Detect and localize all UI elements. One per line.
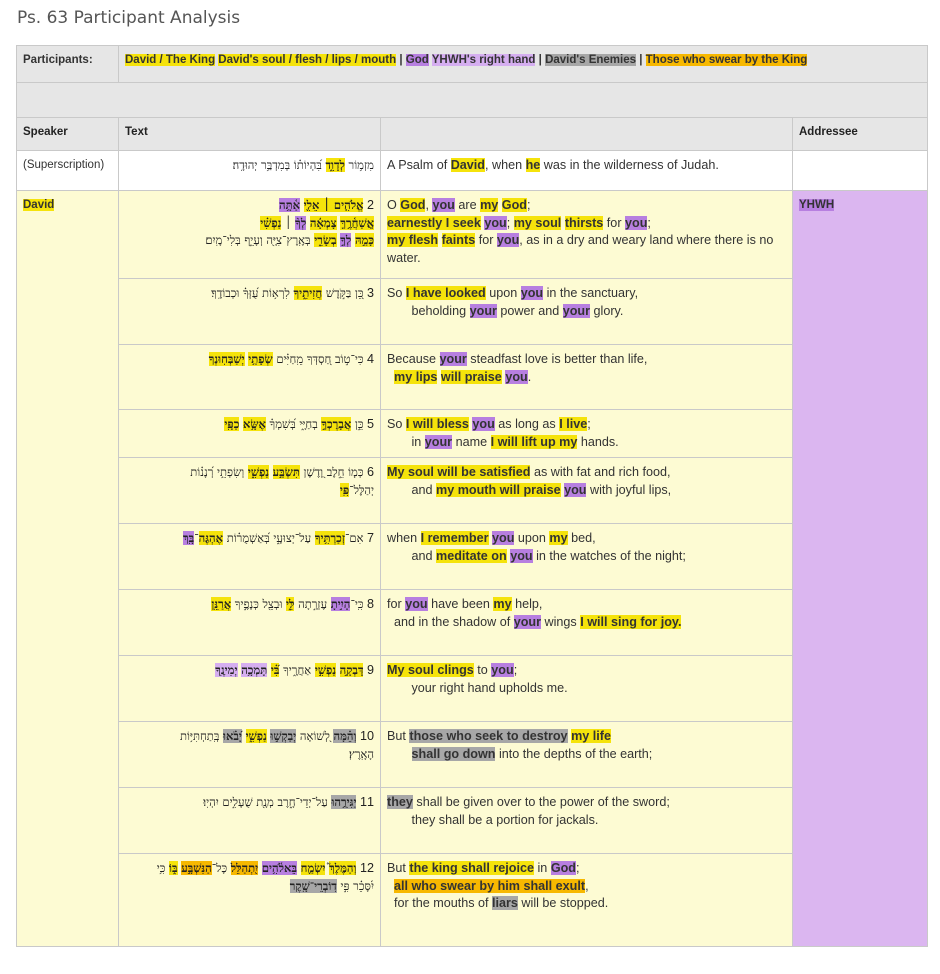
text-run: אֶהְגֶּה [198,531,224,545]
hebrew-cell [119,590,381,656]
text-run: לִּ֑י [286,597,295,611]
text-run: I remember [420,531,489,545]
text-run: בֵּאלֹ֫הִ֥ים [261,861,297,875]
text-run: צָמְאָ֬ה [309,215,337,230]
text-run: glory. [590,303,624,318]
text-run: shall be given over to the power of the sword; [412,795,670,809]
text-run: ; [576,861,580,875]
hebrew-cell [119,854,381,947]
english-cell [381,656,793,722]
text-run: you [505,369,528,384]
english-text: he [525,158,541,172]
text-run: לְךָ֣ [340,233,352,247]
text-run: דָּבְקָ֣ה [339,663,364,677]
text-run: זְכַרְתִּ֥יךָ [314,531,345,545]
verse-number: 5 [363,417,374,431]
text-run: for the mouths of [387,896,492,910]
text-run: you [625,215,648,230]
text-run: earnestly I seek [387,215,481,230]
text-run: ־ [194,531,199,545]
text-run: ׀ [281,215,296,230]
verse-row [17,279,928,345]
text-run: לְךָ֨ [295,215,307,230]
text-run: God [550,861,576,875]
text-run: God [501,198,527,212]
text-run: my flesh [387,233,439,247]
text-run: you [432,198,455,212]
text-run: יִ֝סָּכֵ֗ר פִּ֣י [336,878,374,893]
legend-soul: David's soul / flesh / lips / mouth [218,54,397,66]
text-run: my lips [394,369,438,384]
hebrew-cell [119,458,381,524]
text-run: ; [513,663,518,677]
english-text: , when [485,158,526,172]
verse-number: 6 [363,465,374,479]
english-cell [381,722,793,788]
verse-number: 11 [356,795,374,809]
text-run: you [496,233,520,247]
english-text: was in the wilderness of Judah. [540,158,719,172]
hebrew-text: מִזְמ֥וֹר [344,158,374,172]
text-run: and in the shadow of [387,614,514,629]
text-run: אֲבָרֶכְךָ֣ [321,417,352,431]
text-run: you [491,663,514,677]
verse-row [17,345,928,410]
verse-number: 3 [363,286,374,300]
hebrew-cell [119,410,381,458]
text-run: My soul clings [387,663,474,677]
text-run: bed, [567,531,596,545]
text-run: in [534,861,551,875]
text-run: יִ֭תְהַלֵּל [230,861,259,875]
hebrew-text: בִּ֝הְיוֹת֗וֹ בְּמִדְבַּ֥ר יְהוּדָֽה׃ [232,158,326,172]
hebrew-cell [119,191,381,279]
text-run: my [493,597,512,611]
verse-row [17,410,928,458]
text-run: בּ֑וֹ [169,861,178,875]
text-run: you [484,215,507,230]
page-title: Ps. 63 Participant Analysis [17,8,241,28]
text-run: אַ֫תָּ֥ה [278,198,300,212]
text-run: and [387,548,437,563]
text-run: יִשְׂמַ֪ח [300,861,326,875]
legend-swearers: Those who swear by the King [645,54,808,66]
superscription-hebrew [119,151,381,191]
text-run: עַל־יְצוּעָ֑י בְּ֝אַשְׁמֻר֗וֹת [223,531,315,545]
text-run: when [387,531,421,545]
participants-label: Participants: [17,46,119,83]
text-run: Because [387,352,440,366]
text-run: כָּל־ [211,861,231,875]
text-run: in [387,434,425,449]
english-cell [381,524,793,590]
text-run: beholding [387,303,470,318]
text-run: they shall be a portion for jackals. [387,812,599,827]
text-run: liars [492,896,518,910]
text-run: תָּמְכָ֥ה [241,663,268,677]
text-run: עַל־יְדֵי־חָ֑רֶב מְנָ֖ת שֻׁעָלִ֣ים יִהְיֽוּ׃ [203,795,332,809]
participant-table [16,45,928,947]
text-run: פִּֽי [339,482,350,497]
legend-separator: | [538,54,542,66]
text-run: thirsts [564,215,604,230]
text-run: My soul will be satisfied [387,465,531,479]
text-run: will be stopped. [517,896,609,910]
text-run: So [387,286,406,300]
text-run: upon [485,286,521,300]
text-run: כִּֽי־ [350,597,364,611]
text-run: , [585,878,589,893]
text-run: יָ֝בֹ֗אוּ [223,729,242,743]
english-cell [381,788,793,854]
superscription-addressee [793,151,928,191]
header-addressee: Addressee [793,118,928,151]
text-run: meditate on [436,548,507,563]
speaker-cell [17,191,119,947]
text-run: כַפָּֽי [224,417,240,431]
text-run: אֵלִ֪י [303,198,320,212]
text-run: וְהַמֶּלֶךְ֮ [329,861,357,875]
legend-right-hand: YHWH's right hand [431,54,536,66]
text-run: ; [526,198,531,212]
english-cell [381,590,793,656]
text-run: your [513,614,542,629]
blank-row [17,83,928,118]
text-run: God [400,198,426,212]
header-text: Text [119,118,381,151]
verse-number: 2 [363,198,374,212]
header-row [17,118,928,151]
text-run: נַפְשִׁ֣י [314,663,336,677]
text-run: power and [496,303,563,318]
legend-enemies: David's Enemies [545,54,637,66]
text-run [387,879,394,893]
text-run: and [387,482,437,497]
verse-number: 10 [356,729,374,743]
header-speaker: Speaker [17,118,119,151]
text-run: ; [587,417,591,431]
verse-row [17,788,928,854]
text-run: in the sanctuary, [543,286,639,300]
text-run: steadfast love is better than life, [466,352,648,366]
addressee-cell [793,191,928,947]
text-run: בְחַיָּ֑י בְּ֝שִׁמְךָ֗ [265,417,322,431]
text-run: נַפְשִׁ֑י [247,465,269,479]
text-run: בָּֽךְ [183,531,195,545]
text-run: But [387,861,410,875]
text-run: I have looked [405,286,486,300]
header-blank [381,118,793,151]
text-run: שְׂפָתַ֥י [248,352,273,366]
participants-legend [119,46,928,83]
text-run: wings [541,614,581,629]
verse-row [17,854,928,947]
text-run: , [425,198,433,212]
english-text: David [450,158,485,172]
participants-row [17,46,928,83]
text-run: they [387,795,413,809]
text-run: יְבַקְשׁ֣וּ [270,729,297,743]
text-run: בִּ֝֗י [270,663,280,677]
text-run: faints [441,233,476,247]
text-run: O [387,198,401,212]
text-run: I live [559,417,588,431]
text-run [387,370,394,384]
text-run: you [472,417,495,431]
text-run: all who swear by him shall exult [394,878,586,893]
verse-row [17,458,928,524]
text-run: אֱלֹהִ֤ים ׀ [319,198,364,212]
superscription-english [381,151,793,191]
text-run: for [387,597,406,611]
text-run: my mouth will praise [436,482,561,497]
text-run: But [387,729,410,743]
text-run: your [562,303,591,318]
verse-number: 4 [363,352,374,366]
text-run: . [527,369,532,384]
text-run: your [469,303,497,318]
text-run: you [564,482,587,497]
text-run: יְהַלֶּל־ [349,482,374,497]
verse-number: 7 [363,531,374,545]
text-run: כִּי־ט֣וֹב חַ֭סְדְּךָ מֵֽחַיִּ֗ים [272,352,364,366]
text-run: you [492,531,515,545]
text-run: לְ֭שׁוֹאָה [296,729,334,743]
text-run: help, [511,597,543,611]
text-run: you [510,548,533,563]
text-run: ; [506,215,514,230]
text-run: וְהֵ֗מָּה [333,729,357,743]
verse-row [17,524,928,590]
text-run: those who seek to destroy [409,729,568,743]
verse-row [17,722,928,788]
text-run: my [480,198,499,212]
legend-separator: | [639,54,643,66]
text-run: you [520,286,544,300]
text-run: אֲרַנֵּֽן [211,597,232,611]
superscription-speaker: (Superscription) [17,151,119,191]
text-run [387,747,412,761]
english-cell [381,458,793,524]
text-run: אֲֽשַׁחֲ֫רֶ֥ךָּ [340,215,374,230]
text-run: are [454,198,481,212]
text-run: כְּמ֤וֹ חֵ֣לֶב וָ֭דֶשֶׁן [299,465,364,479]
text-run: my [549,531,568,545]
hebrew-cell [119,279,381,345]
text-run: your [424,434,453,449]
text-run: your right hand upholds me. [387,680,568,695]
verse-body [17,191,928,947]
text-run: וּבְצֵ֖ל כְּנָפֶ֣יךָ [231,597,287,611]
hebrew-cell [119,345,381,410]
verse-row [17,590,928,656]
text-run: דֽוֹבְרֵי־שָֽׁקֶר [289,878,337,893]
text-run: ; [647,215,651,230]
english-cell [381,279,793,345]
hebrew-cell [119,656,381,722]
text-run: אִם־ [345,531,364,545]
legend-david: David / The King [125,54,216,66]
text-run: כֵּ֣ן [351,417,364,431]
hebrew-text: לְדָוִ֑ד [325,158,345,172]
text-run: נַפְשִׁ֗י [260,215,282,230]
hebrew-cell [119,788,381,854]
text-run: חֲזִיתִ֑יךָ [293,286,323,300]
text-run: in the watches of the night; [532,548,686,563]
english-cell [381,410,793,458]
superscription-row [17,151,928,191]
english-cell [381,191,793,279]
addressee-label: YHWH [799,199,835,211]
text-run: your [439,352,467,366]
text-run: כִּ֥י [156,861,170,875]
verse-row [17,191,928,279]
text-run: עֶזְרָ֣תָה [294,597,331,611]
text-run: have been [427,597,494,611]
text-run: for [603,215,626,230]
text-run: תִּשְׂבַּ֣ע [272,465,300,479]
legend-separator: | [399,54,403,66]
text-run: as long as [494,417,560,431]
text-run: הַנִּשְׁבָּ֣ע [181,861,212,875]
text-run: I will bless [405,417,469,431]
english-text: A Psalm of [387,158,451,172]
text-run: , as in a dry and weary land where there is no water. [387,233,774,265]
text-run: אַחֲרֶ֑יךָ [279,663,315,677]
text-run: my soul [513,215,562,230]
text-run: וְשִׂפְתֵ֥י רְ֝נָנ֗וֹת [190,465,248,479]
text-run: with joyful lips, [586,482,672,497]
text-run: upon [514,531,550,545]
text-run: as with fat and rich food, [530,465,671,479]
verse-number: 12 [356,861,374,875]
text-run: נַפְשִׁ֑י [245,729,267,743]
text-run: name [452,434,491,449]
verse-number: 9 [363,663,374,677]
legend-god: God [405,54,429,66]
text-run: יְמִינֶֽךָ [215,663,238,677]
text-run: shall go down [411,746,496,761]
speaker-label: David [23,199,55,211]
text-run: יְשַׁבְּחֽוּנְךָ [208,352,245,366]
text-run: בְּֽתַחְתִּיּ֥וֹת [180,729,224,743]
text-run: כֵּ֭ן בַּקֹּ֣דֶשׁ [322,286,364,300]
text-run: לִרְא֥וֹת עֻ֝זְּךָ֗ וּכְבוֹדֶֽךָ׃ [211,286,294,300]
text-run: בְּאֶֽרֶץ־צִיָּ֖ה וְעָיֵ֣ף בְּלִי־מָֽיִם׃ [205,233,315,247]
hebrew-cell [119,524,381,590]
text-run: בְשָׂרִ֑י [314,233,337,247]
text-run: will praise [440,369,502,384]
text-run: אֶשָּׂ֥א [242,417,266,431]
hebrew-cell [119,722,381,788]
english-cell [381,854,793,947]
text-run: you [405,597,428,611]
text-run: I will sing for joy. [580,614,682,629]
text-run: into the depths of the earth; [495,746,653,761]
text-run: I will lift up my [490,434,578,449]
text-run: הָיִ֣יתָ [330,597,351,611]
text-run: for [475,233,497,247]
text-run: הָאָֽרֶץ׃ [348,746,374,761]
verse-row [17,656,928,722]
text-run: hands. [577,434,619,449]
text-run: כָּמַ֣הּ [354,233,374,247]
text-run: the king shall rejoice [409,861,534,875]
verse-number: 8 [363,597,374,611]
text-run: יַגִּירֻ֥הוּ [331,795,357,809]
text-run: my life [571,729,611,743]
blank-cell [17,83,928,118]
text-run: to [473,663,492,677]
english-cell [381,345,793,410]
text-run: So [387,417,406,431]
